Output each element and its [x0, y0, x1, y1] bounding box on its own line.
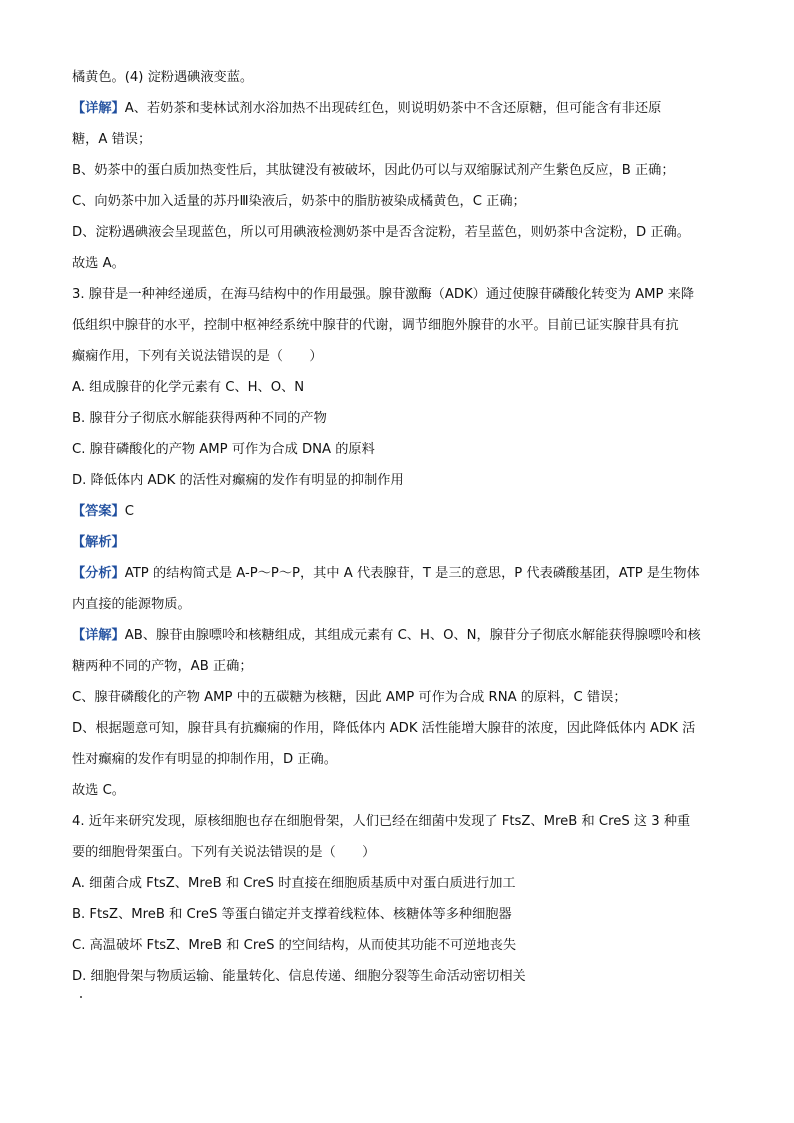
text-line	[72, 372, 722, 403]
line-text: 糖，A 错误；	[72, 132, 152, 147]
line-text: C. 腺苷磷酸化的产物 AMP 可作为合成 DNA 的原料	[72, 442, 375, 457]
text-line	[72, 310, 722, 341]
line-text: D. 细胞骨架与物质运输、能量转化、信息传递、细胞分裂等生命活动密切相关	[72, 969, 526, 984]
line-text: D. 降低体内 ADK 的活性对癫痫的发作有明显的抑制作用	[72, 473, 404, 488]
line-text: C	[124, 504, 134, 519]
line-text: 性对癫痫的发作有明显的抑制作用，D 正确。	[72, 752, 337, 767]
text-line	[72, 93, 722, 124]
text-line	[72, 527, 722, 558]
line-text: B. 腺苷分子彻底水解能获得两种不同的产物	[72, 411, 327, 426]
line-text: B. FtsZ、MreB 和 CreS 等蛋白锚定并支撑着线粒体、核糖体等多种细胞器	[72, 907, 512, 922]
text-line	[72, 496, 722, 527]
text-line	[72, 403, 722, 434]
line-text: 内直接的能源物质。	[72, 597, 191, 612]
line-text: C. 高温破坏 FtsZ、MreB 和 CreS 的空间结构，从而使其功能不可逆地丧失	[72, 938, 517, 953]
text-line	[72, 713, 722, 744]
text-line	[72, 558, 722, 589]
text-line	[72, 62, 722, 93]
line-text: A. 组成腺苷的化学元素有 C、H、O、N	[72, 380, 305, 395]
text-line	[72, 124, 722, 155]
text-line	[72, 620, 722, 651]
line-text: C、腺苷磷酸化的产物 AMP 中的五碳糖为核糖，因此 AMP 可作为合成 RNA 的原料，C 错误；	[72, 690, 627, 705]
line-text: 低组织中腺苷的水平，控制中枢神经系统中腺苷的代谢，调节细胞外腺苷的水平。目前已证实腺苷具有抗	[72, 318, 679, 333]
text-line	[72, 217, 722, 248]
line-text: D、根据题意可知，腺苷具有抗癫痫的作用，降低体内 ADK 活性能增大腺苷的浓度，因此降低体内 ADK 活	[72, 721, 696, 736]
line-text: A、若奶茶和斐林试剂水浴加热不出现砖红色，则说明奶茶中不含还原糖，但可能含有非还原	[124, 101, 662, 116]
text-line	[72, 434, 722, 465]
text-line	[72, 806, 722, 837]
line-text: 癫痫作用，下列有关说法错误的是（ ）	[72, 349, 323, 364]
text-line	[72, 155, 722, 186]
section-tag: 【解析】	[72, 535, 125, 550]
text-line	[72, 589, 722, 620]
text-line	[72, 868, 722, 899]
text-line	[72, 682, 722, 713]
text-line	[72, 837, 722, 868]
text-line	[72, 651, 722, 682]
line-text: 故选 C。	[72, 783, 125, 798]
section-tag: 【详解】	[72, 101, 125, 116]
document-body	[72, 62, 722, 992]
text-line	[72, 775, 722, 806]
text-line	[72, 248, 722, 279]
text-line	[72, 465, 722, 496]
line-text: 3. 腺苷是一种神经递质，在海马结构中的作用最强。腺苷激酶（ADK）通过使腺苷磷酸化转变为 AMP 来降	[72, 287, 695, 302]
text-line	[72, 279, 722, 310]
line-text: D、淀粉遇碘液会呈现蓝色，所以可用碘液检测奶茶中是否含淀粉，若呈蓝色，则奶茶中含淀粉，D 正确。	[72, 225, 690, 240]
stray-dot	[80, 996, 82, 998]
line-text: 橘黄色。(4) 淀粉遇碘液变蓝。	[72, 70, 254, 85]
text-line	[72, 186, 722, 217]
text-line	[72, 744, 722, 775]
line-text: 糖两种不同的产物，AB 正确；	[72, 659, 253, 674]
line-text: 要的细胞骨架蛋白。下列有关说法错误的是（ ）	[72, 845, 376, 860]
line-text: ATP 的结构简式是 A-P～P～P，其中 A 代表腺苷，T 是三的意思，P 代表磷酸基团，ATP 是生物体	[124, 566, 700, 581]
line-text: A. 细菌合成 FtsZ、MreB 和 CreS 时直接在细胞质基质中对蛋白质进行加工	[72, 876, 516, 891]
line-text: B、奶茶中的蛋白质加热变性后，其肽键没有被破坏，因此仍可以与双缩脲试剂产生紫色反应，B 正确；	[72, 163, 675, 178]
line-text: 故选 A。	[72, 256, 125, 271]
text-line	[72, 930, 722, 961]
line-text: AB、腺苷由腺嘌呤和核糖组成，其组成元素有 C、H、O、N，腺苷分子彻底水解能获得腺嘌呤和核	[124, 628, 701, 643]
text-line	[72, 899, 722, 930]
text-line	[72, 341, 722, 372]
line-text: 4. 近年来研究发现，原核细胞也存在细胞骨架，人们已经在细菌中发现了 FtsZ、MreB 和 CreS 这 3 种重	[72, 814, 691, 829]
section-tag: 【分析】	[72, 566, 125, 581]
section-tag: 【答案】	[72, 504, 125, 519]
section-tag: 【详解】	[72, 628, 125, 643]
line-text: C、向奶茶中加入适量的苏丹Ⅲ染液后，奶茶中的脂肪被染成橘黄色，C 正确；	[72, 194, 526, 209]
text-line	[72, 961, 722, 992]
